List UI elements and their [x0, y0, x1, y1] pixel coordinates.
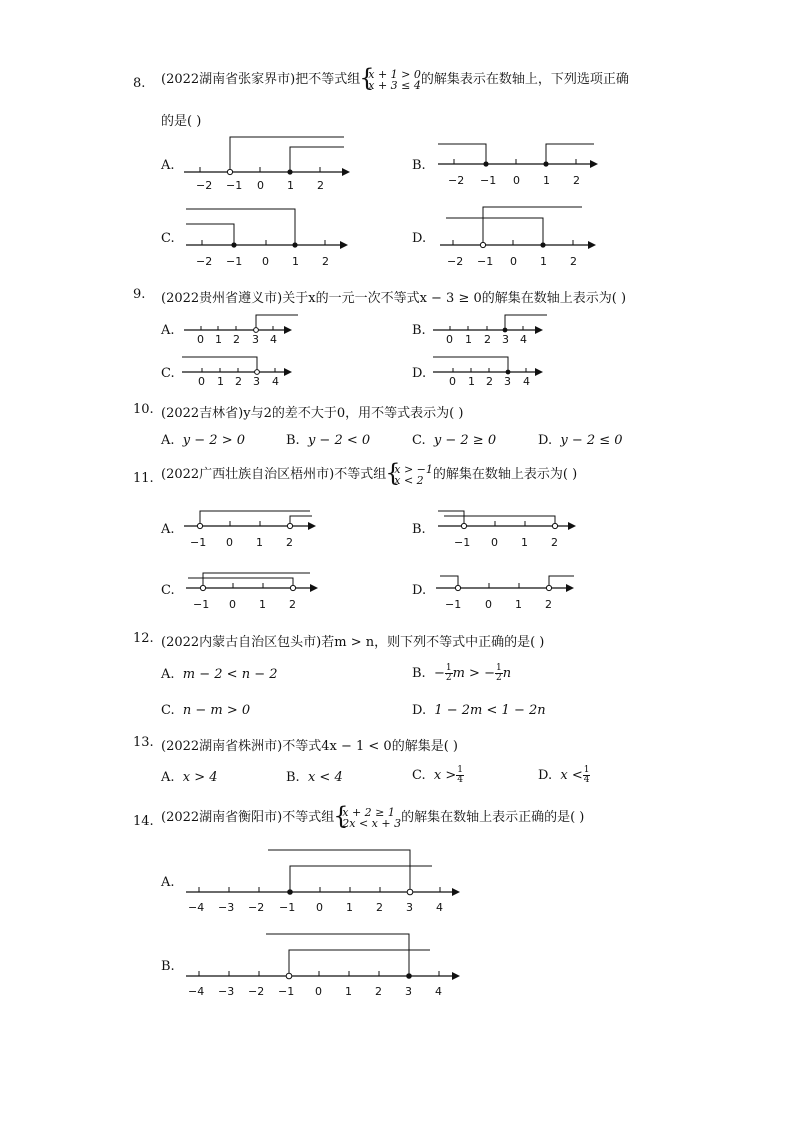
number-line-11a [184, 506, 324, 552]
tick-label: 0 [491, 536, 498, 549]
tick-label: −2 [447, 255, 464, 268]
question-stem: 的解集在数轴上表示为( ) [432, 467, 578, 482]
tick-label: 1 [543, 174, 550, 187]
tick-label: −2 [196, 179, 213, 192]
tick-label: −1 [226, 179, 243, 192]
tick-label: −4 [188, 985, 205, 998]
question-stem: 不等式4x − 1 < 0的解集是( ) [282, 739, 458, 754]
tick-label: 3 [405, 985, 412, 998]
tick-label: 0 [510, 255, 517, 268]
question-number: 13. [133, 735, 154, 750]
option-label[interactable]: D. [412, 366, 427, 381]
tick-label: −2 [248, 985, 265, 998]
tick-label: 2 [289, 598, 296, 611]
option-a[interactable]: A. m − 2 < n − 2 [161, 667, 278, 682]
tick-label: −1 [278, 985, 295, 998]
tick-label: 1 [292, 255, 299, 268]
question-8-line2: 的是( ) [161, 114, 202, 129]
tick-label: 2 [545, 598, 552, 611]
option-label[interactable]: A. [161, 875, 175, 890]
question-source: (2022内蒙古自治区包头市) [161, 635, 322, 650]
number-line-9c [182, 354, 302, 390]
number-line-14b [186, 932, 476, 1000]
question-source: (2022湖南省衡阳市) [161, 810, 283, 825]
tick-label: 2 [570, 255, 577, 268]
option-label[interactable]: A. [161, 522, 175, 537]
question-number: 12. [133, 631, 154, 646]
tick-label: 1 [259, 598, 266, 611]
question-8-text [161, 68, 629, 91]
number-line-11c [186, 568, 326, 614]
question-source: (2022湖南省张家界市) [161, 72, 296, 87]
tick-label: 0 [315, 985, 322, 998]
number-line-8b [438, 132, 608, 194]
option-label[interactable]: C. [161, 583, 175, 598]
tick-label: 2 [322, 255, 329, 268]
option-label[interactable]: C. [161, 366, 175, 381]
option-c[interactable]: C. x > $\frac{1}{4}$ [412, 765, 463, 785]
tick-label: 1 [346, 901, 353, 914]
tick-label: −2 [448, 174, 465, 187]
option-label[interactable]: D. [412, 583, 427, 598]
tick-label: 4 [523, 375, 530, 388]
option-d[interactable]: D. y − 2 ≤ 0 [538, 433, 623, 448]
tick-label: −3 [218, 985, 235, 998]
tick-label: 4 [270, 333, 277, 346]
tick-label: 0 [262, 255, 269, 268]
tick-label: 2 [484, 333, 491, 346]
tick-label: 0 [198, 375, 205, 388]
option-a[interactable]: A. y − 2 > 0 [161, 433, 245, 448]
option-label[interactable]: A. [161, 158, 175, 173]
number-line-9d [433, 354, 553, 390]
question-11-text [161, 463, 577, 486]
tick-label: 1 [540, 255, 547, 268]
question-number: 9. [133, 287, 146, 302]
option-d[interactable]: D. 1 − 2m < 1 − 2n [412, 703, 546, 718]
question-14-text [161, 806, 584, 829]
question-source: (2022湖南省株洲市) [161, 739, 283, 754]
tick-label: −1 [445, 598, 462, 611]
question-source: (2022吉林省) [161, 406, 244, 421]
question-stem: y与2的差不大于0，用不等式表示为( ) [243, 406, 464, 421]
tick-label: 3 [504, 375, 511, 388]
question-number: 8. [133, 76, 146, 91]
question-stem: 的解集在数轴上表示正确的是( ) [401, 810, 585, 825]
option-a[interactable]: A. x > 4 [161, 770, 218, 785]
inequality-system: { x + 2 ≥ 1 2x < x + 3 [334, 807, 401, 829]
tick-label: −1 [193, 598, 210, 611]
number-line-8d [440, 205, 610, 271]
tick-label: 3 [406, 901, 413, 914]
tick-label: 0 [257, 179, 264, 192]
tick-label: 0 [229, 598, 236, 611]
option-b[interactable]: B. x < 4 [286, 770, 343, 785]
number-line-8c [186, 205, 356, 271]
tick-label: 2 [233, 333, 240, 346]
tick-label: 0 [226, 536, 233, 549]
tick-label: 0 [449, 375, 456, 388]
tick-label: 1 [215, 333, 222, 346]
inequality-system: { x + 1 > 0 x + 3 ≤ 4 [360, 69, 421, 91]
tick-label: −1 [477, 255, 494, 268]
tick-label: 1 [515, 598, 522, 611]
tick-label: 1 [217, 375, 224, 388]
tick-label: 1 [256, 536, 263, 549]
tick-label: 2 [486, 375, 493, 388]
number-line-11b [438, 506, 588, 552]
tick-label: 0 [446, 333, 453, 346]
tick-label: 2 [551, 536, 558, 549]
option-c[interactable]: C. n − m > 0 [161, 703, 251, 718]
option-label[interactable]: A. [161, 323, 175, 338]
tick-label: −3 [218, 901, 235, 914]
option-label[interactable]: B. [412, 522, 426, 537]
tick-label: 2 [376, 901, 383, 914]
inequality-system: { x > −1 x < 2 [386, 464, 433, 486]
question-stem: 关于x的一元一次不等式x − 3 ≥ 0的解集在数轴上表示为( ) [282, 291, 627, 306]
tick-label: 3 [502, 333, 509, 346]
number-line-14a [186, 848, 476, 916]
tick-label: −2 [196, 255, 213, 268]
tick-label: 0 [316, 901, 323, 914]
option-c[interactable]: C. y − 2 ≥ 0 [412, 433, 497, 448]
tick-label: 1 [465, 333, 472, 346]
question-stem: 把不等式组 [295, 72, 361, 87]
tick-label: 1 [468, 375, 475, 388]
option-label[interactable]: C. [161, 231, 175, 246]
question-12-text [161, 631, 544, 650]
option-d[interactable]: D. x < $\frac{1}{4}$ [538, 765, 590, 785]
tick-label: 0 [485, 598, 492, 611]
tick-label: −1 [226, 255, 243, 268]
question-number: 11. [133, 471, 154, 486]
tick-label: 4 [520, 333, 527, 346]
question-source: (2022贵州省遵义市) [161, 291, 283, 306]
question-stem: 不等式组 [282, 810, 335, 825]
tick-label: 2 [235, 375, 242, 388]
question-13-text [161, 735, 458, 754]
question-number: 14. [133, 814, 154, 829]
option-b[interactable]: B. y − 2 < 0 [286, 433, 371, 448]
question-stem: 的解集表示在数轴上，下列选项正确 [420, 72, 629, 87]
tick-label: 2 [375, 985, 382, 998]
option-label[interactable]: B. [412, 323, 426, 338]
number-line-8a [184, 132, 354, 194]
question-10-text [161, 402, 463, 421]
tick-label: 4 [435, 985, 442, 998]
tick-label: 3 [252, 333, 259, 346]
tick-label: 1 [521, 536, 528, 549]
tick-label: 0 [197, 333, 204, 346]
question-source: (2022广西壮族自治区梧州市) [161, 467, 335, 482]
tick-label: 4 [436, 901, 443, 914]
tick-label: 4 [272, 375, 279, 388]
option-label[interactable]: D. [412, 231, 427, 246]
tick-label: 0 [513, 174, 520, 187]
tick-label: 2 [286, 536, 293, 549]
tick-label: −1 [190, 536, 207, 549]
tick-label: −2 [248, 901, 265, 914]
tick-label: −4 [188, 901, 205, 914]
option-label[interactable]: B. [412, 158, 426, 173]
tick-label: −1 [279, 901, 296, 914]
tick-label: −1 [480, 174, 497, 187]
tick-label: 1 [287, 179, 294, 192]
question-stem: 若m > n，则下列不等式中正确的是( ) [321, 635, 545, 650]
number-line-11d [436, 568, 586, 614]
tick-label: −1 [454, 536, 471, 549]
question-9-text [161, 287, 626, 306]
tick-label: 2 [317, 179, 324, 192]
option-label[interactable]: B. [161, 959, 175, 974]
tick-label: 2 [573, 174, 580, 187]
question-number: 10. [133, 402, 154, 417]
tick-label: 1 [345, 985, 352, 998]
tick-label: 3 [253, 375, 260, 388]
option-b[interactable]: B. − $\frac{1}{2}$ m > − $\frac{1}{2}$ n [412, 663, 512, 683]
question-stem: 不等式组 [334, 467, 387, 482]
number-line-9b [433, 312, 553, 348]
number-line-9a [184, 312, 304, 348]
